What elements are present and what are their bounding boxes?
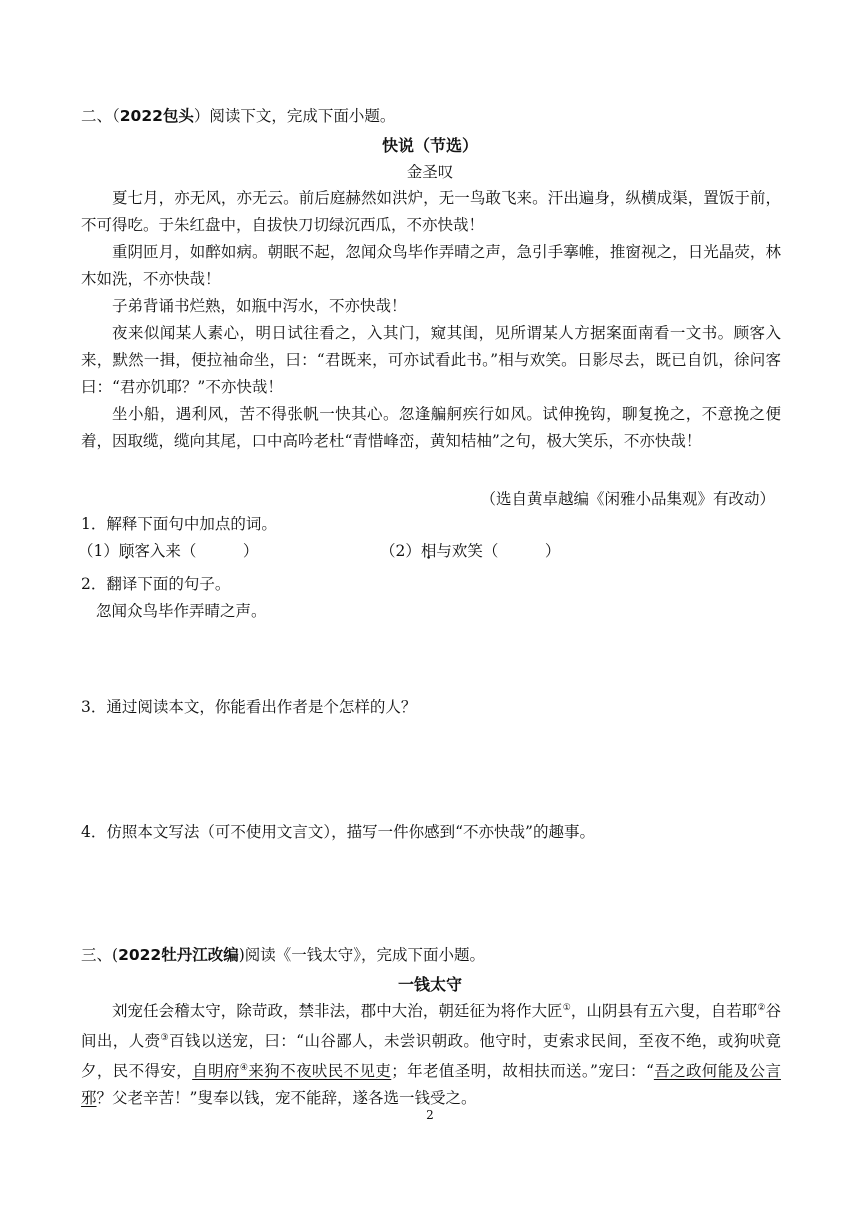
question-1-item-1: （1）顾客入来（ ） bbox=[78, 542, 259, 560]
question-2: 2．翻译下面的句子。 bbox=[81, 575, 231, 593]
passage-paragraph: 夏七月，亦无风，亦无云。前后庭赫然如洪炉，无一鸟敢飞来。汗出遍身，纵横成渠，置饭于前，不可得吃。于朱红盘中，自拔快刀切绿沉西瓜，不亦快哉！ bbox=[81, 189, 781, 234]
question-1: 1．解释下面句中加点的词。 bbox=[81, 515, 277, 533]
passage-paragraph: 夜来似闻某人素心，明日试往看之，入其门，窥其闺，见所谓某人方据案面南看一文书。顾客入来，默然一揖，便拉袖命坐，曰：“君既来，可亦试看此书。”相与欢笑。日影尽去，既已自饥，徐问客曰：“君亦饥耶？”不亦快哉！ bbox=[81, 324, 781, 396]
passage-title: 一钱太守 bbox=[397, 975, 462, 994]
footnote-mark: ④ bbox=[239, 1063, 249, 1074]
question-2-sentence: 忽闻众鸟毕作弄晴之声。 bbox=[96, 602, 267, 620]
heading-source: 2022牡丹江改编 bbox=[118, 946, 239, 964]
footnote-mark: ③ bbox=[160, 1033, 169, 1044]
passage-paragraph: 子弟背诵书烂熟，如瓶中泻水，不亦快哉！ bbox=[112, 297, 407, 315]
passage-paragraph: 刘宠任会稽太守，除苛政，禁非法，郡中大治，朝廷征为将作大匠①，山阴县有五六叟，自若耶②谷间出，人赍③百钱以送宠，曰：“山谷鄙人，未尝识朝政。他守时，吏索求民间，至夜不绝，或狗吠竟夕，民不得安，自明府④来狗不夜吠民不见吏；年老值圣明，故相扶而送。”宠曰：“吾之政何能及公言邪？父老辛苦！”叟奉以钱，宠不能辞，遂各选一钱受之。 bbox=[81, 1002, 781, 1108]
footnote-mark: ① bbox=[562, 1003, 571, 1013]
heading-source: 2022包头 bbox=[119, 107, 194, 125]
heading-suffix: ）阅读下文，完成下面小题。 bbox=[193, 107, 396, 125]
underlined-sentence: 自明府④来狗不夜吠民不见吏 bbox=[192, 1062, 392, 1081]
passage-paragraph: 重阴匝月，如醉如病。朝眠不起，忽闻众鸟毕作弄晴之声，急引手搴帷，推窗视之，日光晶荧，林木如洗，不亦快哉！ bbox=[81, 243, 781, 288]
question-3: 3．通过阅读本文，你能看出作者是个怎样的人？ bbox=[81, 698, 417, 716]
heading-prefix: 二、（ bbox=[81, 107, 120, 125]
passage-paragraph: 坐小船，遇利风，苦不得张帆一快其心。忽逢艑舸疾行如风。试伸挽钩，聊复挽之，不意挽之便着，因取缆，缆向其尾，口中高吟老杜“青惜峰峦，黄知桔柚”之句，极大笑乐，不亦快哉！ bbox=[81, 405, 781, 450]
passage-author: 金圣叹 bbox=[406, 163, 454, 181]
section-2-heading bbox=[81, 106, 395, 126]
footnote-mark: ② bbox=[757, 1003, 766, 1013]
question-1-item-2: （2）相与欢笑（ ） bbox=[380, 542, 561, 560]
dotted-word: 顾 bbox=[118, 542, 135, 560]
passage-source: （选自黄卓越编《闲雅小品集观》有改动） bbox=[480, 490, 775, 508]
section-3-heading: 三、(2022牡丹江改编)阅读《一钱太守》，完成下面小题。 bbox=[81, 946, 486, 964]
passage-title: 快说（节选） bbox=[381, 136, 478, 155]
dotted-word: 相 bbox=[420, 542, 437, 560]
question-4: 4．仿照本文写法（可不使用文言文），描写一件你感到“不亦快哉”的趣事。 bbox=[81, 823, 595, 841]
page-number: 2 bbox=[426, 1108, 434, 1122]
underlined-sentence: 吾之政何能及公言邪 bbox=[81, 1062, 781, 1108]
